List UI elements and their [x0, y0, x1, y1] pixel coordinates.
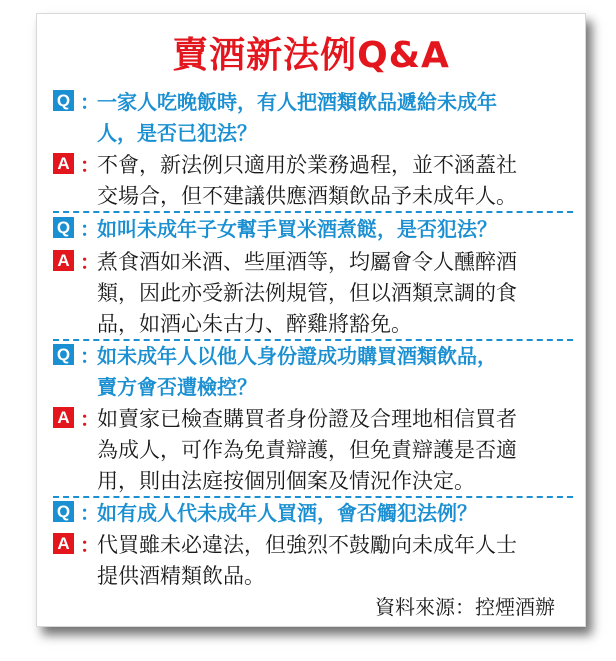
answer-text: 煮食酒如米酒、些厘酒等，均屬會令人醺醉酒 類，因此亦受新法例規管，但以酒類烹調的食 品，如酒心朱古力、醉雞將豁免。	[97, 250, 517, 336]
source-credit: 資料來源：控煙酒辦	[375, 595, 555, 619]
answer-text: 如賣家已檢查購買者身份證及合理地相信買者 為成人，可作為免責辯護，但免責辯護是否適 用，則由法庭按個別個案及情況作決定。	[97, 407, 517, 493]
question-text: 一家人吃晚飯時，有人把酒類飲品遞給未成年 人，是否已犯法？	[97, 90, 497, 145]
q-colon: ：	[80, 90, 100, 114]
page-title: 賣酒新法例Q&A	[172, 35, 450, 76]
a-colon: ：	[80, 533, 100, 557]
answer-text: 不會，新法例只適用於業務過程，並不涵蓋社 交場合，但不建議供應酒類飲品予未成年人。	[97, 153, 517, 208]
question-text: 如有成人代未成年人買酒，會否觸犯法例？	[97, 501, 477, 525]
qa-card	[36, 13, 586, 627]
q-colon: ：	[80, 344, 100, 368]
q-badge: Q	[53, 344, 74, 365]
answer-text: 代買雖未必違法，但強烈不鼓勵向未成年人士 提供酒精類飲品。	[97, 533, 517, 588]
a-badge: A	[53, 153, 74, 174]
question-text: 如叫未成年子女幫手買米酒煮餸，是否犯法？	[97, 217, 497, 241]
q-badge: Q	[53, 90, 74, 111]
a-colon: ：	[80, 153, 100, 177]
a-badge: A	[53, 533, 74, 554]
q-colon: ：	[80, 501, 100, 525]
a-colon: ：	[80, 407, 100, 431]
a-badge: A	[53, 250, 74, 271]
a-colon: ：	[80, 250, 100, 274]
a-badge: A	[53, 407, 74, 428]
divider	[53, 211, 573, 213]
q-badge: Q	[53, 501, 74, 522]
question-text: 如未成年人以他人身份證成功購買酒類飲品， 賣方會否遭檢控？	[97, 344, 497, 399]
q-badge: Q	[53, 217, 74, 238]
q-colon: ：	[80, 217, 100, 241]
